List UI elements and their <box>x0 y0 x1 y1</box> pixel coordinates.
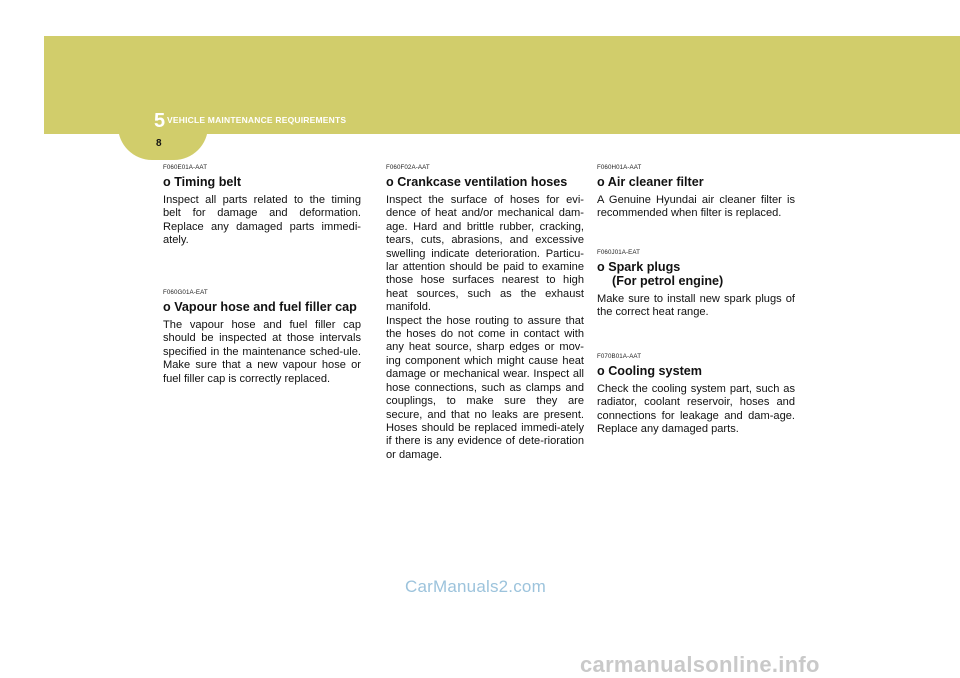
section-title: o Air cleaner filter <box>597 175 704 189</box>
section-code: F060G01A-EAT <box>163 289 208 296</box>
section-code: F060F02A-AAT <box>386 164 430 171</box>
section-vapour-hose <box>163 289 361 386</box>
section-code: F060E01A-AAT <box>163 164 208 171</box>
section-timing-belt <box>163 164 361 248</box>
section-title: o Timing belt <box>163 175 242 189</box>
section-body: Check the cooling system part, such as radiator, coolant reservoir, hoses and connections for leakage and dam-age. Replace any damaged parts. <box>597 383 795 436</box>
section-title-main: o Spark plugs <box>597 260 681 274</box>
section-cooling-system <box>597 353 795 437</box>
page-number: 8 <box>156 138 162 149</box>
section-code: F060J01A-EAT <box>597 249 641 256</box>
section-title <box>597 260 795 288</box>
chapter-number: 5 <box>154 110 166 132</box>
section-code: F060H01A-AAT <box>597 164 642 171</box>
section-title-sub: (For petrol engine) <box>612 274 724 288</box>
section-body: The vapour hose and fuel filler cap should be inspected at those intervals specified in the maintenance sched-ule. Make sure that a new vapour hose or fuel filler cap is correctly replaced. <box>163 319 361 385</box>
section-code: F070B01A-AAT <box>597 353 642 360</box>
section-body: Make sure to install new spark plugs of the correct heat range. <box>597 293 795 319</box>
section-body: Inspect the surface of hoses for evi-dence of heat and/or mechanical dam-age. Hard and brittle rubber, cracking, tears, cuts, abrasions, and excessive swelling indicate deterioration. Particu-lar attention should be paid to examine those hose surfaces nearest to high heat sources, such as the exhaust manifold. Inspect the hose routing to assure that the hoses do not come in contact with any heat source, sharp edges or mov-ing component which might cause heat damage or mechanical wear. Inspect all hose connections, such as clamps and couplings, to make sure they are secure, and that no leaks are present. Hoses should be replaced immedi-ately if there is any evidence of dete-rioration or damage. <box>386 194 584 461</box>
section-crankcase-ventilation <box>386 164 584 462</box>
section-body: Inspect all parts related to the timing belt for damage and deformation. Replace any damaged parts immedi-ately. <box>163 194 361 247</box>
section-body: A Genuine Hyundai air cleaner filter is recommended when filter is replaced. <box>597 194 795 220</box>
section-title: o Vapour hose and fuel filler cap <box>163 300 357 314</box>
section-title: o Cooling system <box>597 364 702 378</box>
section-air-cleaner <box>597 164 795 221</box>
section-title: o Crankcase ventilation hoses <box>386 175 568 189</box>
section-spark-plugs <box>597 249 795 320</box>
watermark-carmanualsonline: carmanualsonline.info <box>580 652 820 677</box>
watermark-carmanuals: CarManuals2.com <box>405 577 546 596</box>
chapter-title: VEHICLE MAINTENANCE REQUIREMENTS <box>167 115 347 125</box>
